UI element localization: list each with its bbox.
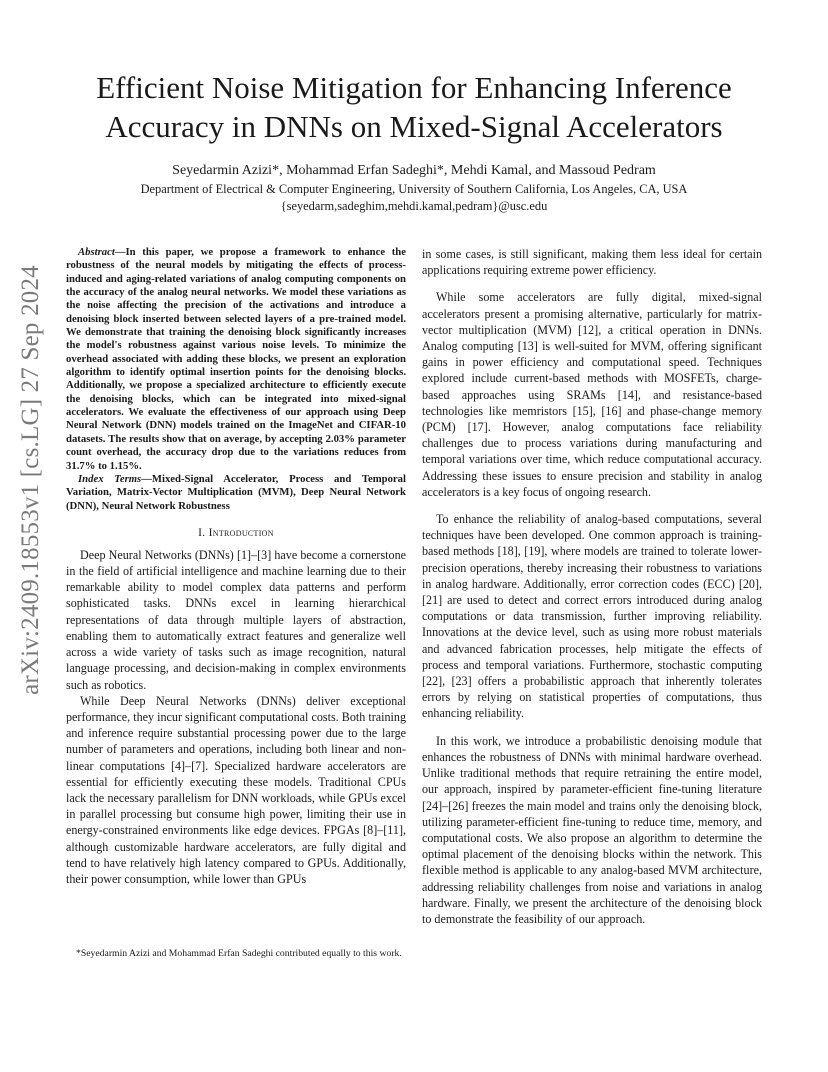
intro-paragraph-2: While Deep Neural Networks (DNNs) deliver exceptional performance, they incur significant computational costs. Both training and inference require substantial processing power due to the large number of parameters and operations, including both linear and non-linear computations [4]–[7]. Specialized hardware accelerators are essential for efficiently executing these models. Traditional CPUs lack the necessary parallelism for DNN workloads, while GPUs excel in parallel processing but consume high power, limiting their use in energy-constrained environments like edge devices. FPGAs [8]–[11], although customizable hardware accelerators, are fully digital and tend to have relatively high latency compared to GPUs. Additionally, their power consumption, while lower than GPUs <box>66 693 406 886</box>
author-list: Seyedarmin Azizi*, Mohammad Erfan Sadeghi*, Mehdi Kamal, and Massoud Pedram <box>172 163 656 178</box>
abstract-label: Abstract <box>78 246 115 258</box>
index-terms <box>66 473 406 513</box>
paper-title <box>60 68 768 146</box>
intro-paragraph-5: To enhance the reliability of analog-based computations, several techniques have been developed. One common approach is training-based methods [18], [19], where models are trained to tolerate lower-precision operations, thereby increasing their robustness to variations in analog hardware. Additionally, error correction codes (ECC) [20], [21] are used to detect and correct errors introduced during analog computations or data transmission, further improving reliability. Innovations at the device level, such as using more robust materials and advanced fabrication processes, help mitigate the effects of process and temporal variations. Furthermore, stochastic computing [22], [23] offers a probabilistic approach that inherently tolerates errors by relying on statistical properties of computations, thus enhancing reliability. <box>422 512 762 721</box>
abstract <box>66 246 406 473</box>
affiliation: Department of Electrical & Computer Engineering, University of Southern California, Los Angeles, CA, USA <box>140 182 688 196</box>
title-line-1: Efficient Noise Mitigation for Enhancing Inference <box>96 70 732 105</box>
intro-paragraph-1: Deep Neural Networks (DNNs) [1]–[3] have become a cornerstone in the field of artificial intelligence and machine learning due to their remarkable ability to model complex data patterns and perform sophisticated tasks. DNNs excel in learning hierarchical representations of data through multiple layers of abstraction, enabling them to automatically extract features and generalize well across a wide variety of tasks such as image recognition, natural language processing, and decision-making in complex environments such as robotics. <box>66 547 406 692</box>
index-terms-text: —Mixed-Signal Accelerator, Process and Temporal Variation, Matrix-Vector Multiplication (MVM), Deep Neural Network (DNN), Neural Network Robustness <box>66 472 406 512</box>
arxiv-side-identifier <box>9 200 53 760</box>
intro-paragraph-3: in some cases, is still significant, making them less ideal for certain applications requiring extreme power efficiency. <box>422 247 762 278</box>
title-line-2: Accuracy in DNNs on Mixed-Signal Accelerators <box>105 109 723 144</box>
right-column <box>422 246 762 927</box>
section-heading-introduction: I. Introduction <box>198 526 274 539</box>
index-terms-label: Index Terms <box>78 472 142 485</box>
arxiv-identifier-text: arXiv:2409.18553v1 [cs.LG] 27 Sep 2024 <box>17 265 44 695</box>
footnote-text: *Seyedarmin Azizi and Mohammad Erfan Sadeghi contributed equally to this work. <box>76 948 402 959</box>
footnote <box>66 948 406 960</box>
author-emails: {seyedarm,sadeghim,mehdi.kamal,pedram}@usc.edu <box>280 199 548 213</box>
intro-paragraph-6: In this work, we introduce a probabilistic denoising module that enhances the robustness of DNNs with minimal hardware overhead. Unlike traditional methods that require retraining the entire model, our approach, inspired by parameter-efficient fine-tuning literature [24]–[26] freezes the main model and trains only the denoising block, utilizing parameter-efficient fine-tuning to reduce time, memory, and computational costs. We also propose an algorithm to determine the optimal placement of the denoising blocks within the network. This flexible method is applicable to any analog-based MVM architecture, addressing reliability challenges from noise and variations in analog hardware. Finally, we present the architecture of the denoising block to demonstrate the feasibility of our approach. <box>422 733 762 926</box>
abstract-text: —In this paper, we propose a framework to enhance the robustness of the neural models by mitigating the effects of process-induced and aging-related variations of analog computing components on the accuracy of the analog neural networks. We model these variations as the noise affecting the precision of the activations and introduce a denoising block inserted between selected layers of a pre-trained model. We demonstrate that training the denoising block significantly increases the model's robustness against various noise levels. To minimize the overhead associated with adding these blocks, we present an exploration algorithm to identify optimal insertion points for the denoising blocks. Additionally, we propose a specialized architecture to efficiently execute the denoising blocks, which can be integrated into mixed-signal accelerators. We evaluate the effectiveness of our approach using Deep Neural Network (DNN) models trained on the ImageNet and CIFAR-10 datasets. The results show that on average, by accepting 2.03% parameter count overhead, the accuracy drop due to the variations reduces from 31.7% to 1.15%. <box>66 246 406 472</box>
left-column <box>66 246 406 887</box>
intro-paragraph-4: While some accelerators are fully digital, mixed-signal accelerators present a promising alternative, particularly for matrix-vector multiplication (MVM) [12], a critical operation in DNNs. Analog computing [13] is well-suited for MVM, offering significant gains in power efficiency and computational speed. Techniques explored include current-based methods with MOSFETs, charge-based approaches using SRAMs [14], and resistance-based technologies like memristors [15], [16] and phase-change memory (PCM) [17]. However, analog computations face reliability challenges due to process variations during manufacturing and temporal variations over time, which reduce computational accuracy. Addressing these issues to ensure precision and stability in analog accelerators is a key focus of ongoing research. <box>422 290 762 499</box>
